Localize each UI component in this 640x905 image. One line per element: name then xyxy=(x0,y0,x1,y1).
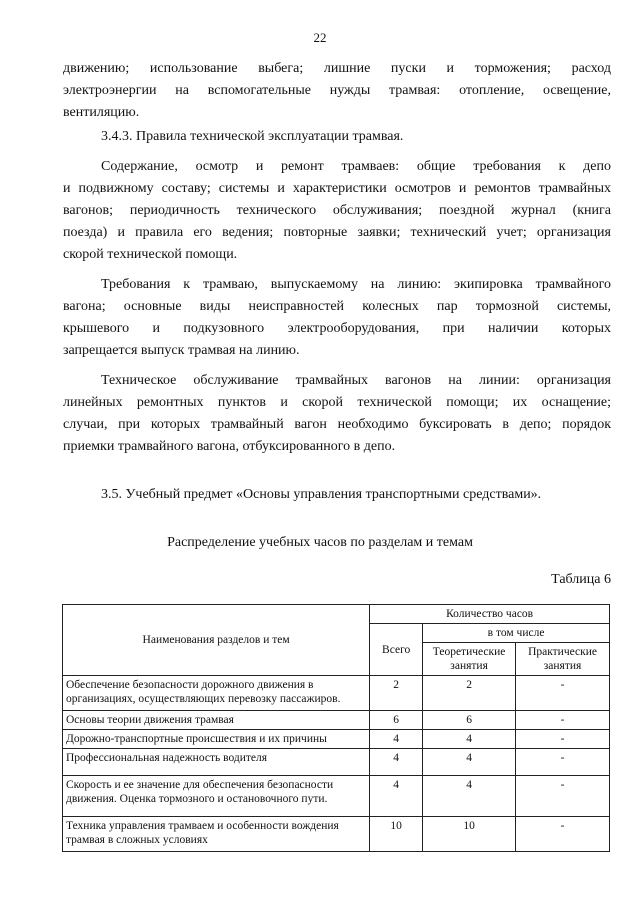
row-theory: 4 xyxy=(423,749,516,776)
row-total: 4 xyxy=(370,776,423,817)
row-total: 4 xyxy=(370,730,423,749)
row-total: 2 xyxy=(370,676,423,711)
table-row xyxy=(63,817,610,852)
header-including: в том числе xyxy=(423,624,610,643)
text-line: движению; использование выбега; лишние пуски и торможения; расход xyxy=(63,61,611,76)
text-line: Требования к трамваю, выпускаемому на линию: экипировка трамвайного xyxy=(101,277,611,292)
header-name: Наименования разделов и тем xyxy=(63,605,370,676)
section-heading-3-4-3: 3.4.3. Правила технической эксплуатации трамвая. xyxy=(101,129,404,144)
text-line: крышевого и подкузовного электрооборудования, при наличии которых xyxy=(63,321,611,336)
table-row xyxy=(63,730,610,749)
continuation-paragraph xyxy=(63,58,611,124)
table-title: Распределение учебных часов по разделам и темам xyxy=(167,535,473,550)
text-line: Техническое обслуживание трамвайных вагонов на линии: организация xyxy=(101,373,611,388)
text-line: случаи, при которых трамвайный вагон необходимо буксировать в депо; порядок xyxy=(63,417,611,432)
row-practice: - xyxy=(516,817,610,852)
table-label: Таблица 6 xyxy=(551,572,611,587)
text-line: и подвижному составу; системы и характеристики осмотров и ремонтов трамвайных xyxy=(63,181,611,196)
row-theory: 2 xyxy=(423,676,516,711)
text-line: запрещается выпуск трамвая на линию. xyxy=(63,343,300,358)
text-line: линейных ремонтных пунктов и скорой технической помощи; их оснащение; xyxy=(63,395,611,410)
text-line: электроэнергии на вспомогательные нужды трамвая: отопление, освещение, xyxy=(63,83,611,98)
row-theory: 10 xyxy=(423,817,516,852)
row-practice: - xyxy=(516,676,610,711)
row-theory: 4 xyxy=(423,776,516,817)
row-total: 6 xyxy=(370,711,423,730)
row-theory: 6 xyxy=(423,711,516,730)
text-line: вагонов; периодичность технического обслуживания; поездной журнал (книга xyxy=(63,203,611,218)
row-practice: - xyxy=(516,730,610,749)
row-name: Профессиональная надежность водителя xyxy=(63,749,370,776)
section-heading-3-5: 3.5. Учебный предмет «Основы управления транспортными средствами». xyxy=(101,487,542,502)
row-total: 10 xyxy=(370,817,423,852)
table-row xyxy=(63,676,610,711)
hours-table xyxy=(62,604,610,852)
table-row xyxy=(63,711,610,730)
row-practice: - xyxy=(516,776,610,817)
header-hours: Количество часов xyxy=(370,605,610,624)
row-theory: 4 xyxy=(423,730,516,749)
text-line: скорой технической помощи. xyxy=(63,247,238,262)
table-row xyxy=(63,749,610,776)
text-line: вентиляцию. xyxy=(63,105,140,120)
row-practice: - xyxy=(516,749,610,776)
row-name: Основы теории движения трамвая xyxy=(63,711,370,730)
row-name: Техника управления трамваем и особенности вождения трамвая в сложных условиях xyxy=(63,817,370,852)
text-line: приемки трамвайного вагона, отбуксированного в депо. xyxy=(63,439,396,454)
row-name: Обеспечение безопасности дорожного движения в организациях, осуществляющих перевозку пассажиров. xyxy=(63,676,370,711)
text-line: поезда) и правила его ведения; повторные заявки; технический учет; организация xyxy=(63,225,611,240)
text-line: Содержание, осмотр и ремонт трамваев: общие требования к депо xyxy=(101,159,611,174)
text-line: вагона; основные виды неисправностей колесных пар тормозной системы, xyxy=(63,299,611,314)
row-name: Скорость и ее значение для обеспечения безопасности движения. Оценка тормозного и остановочного пути. xyxy=(63,776,370,817)
row-total: 4 xyxy=(370,749,423,776)
table-row xyxy=(63,776,610,817)
row-name: Дорожно-транспортные происшествия и их причины xyxy=(63,730,370,749)
header-theory: Теоретические занятия xyxy=(423,643,516,676)
page-number: 22 xyxy=(313,30,327,45)
body-paragraphs xyxy=(63,156,611,458)
row-practice: - xyxy=(516,711,610,730)
header-total: Всего xyxy=(370,624,423,676)
header-practice: Практические занятия xyxy=(516,643,610,676)
